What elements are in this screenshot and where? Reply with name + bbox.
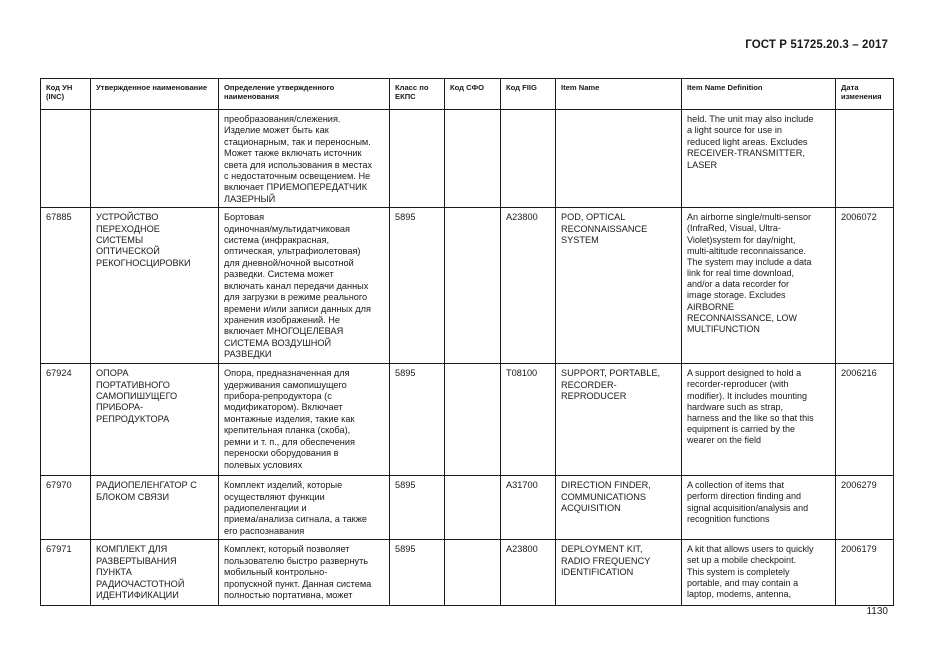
- approved-name-cell: КОМПЛЕКТ ДЛЯ РАЗВЕРТЫВАНИЯ ПУНКТА РАДИОЧАСТОТНОЙ ИДЕНТИФИКАЦИИ: [91, 540, 219, 606]
- definition-en-cell: held. The unit may also include a light source for use in reduced light areas. Excludes RECEIVER-TRANSMITTER, LASER: [682, 110, 836, 208]
- fiig-cell: A31700: [501, 476, 556, 540]
- header-item-name: Item Name: [556, 79, 682, 110]
- item-name-cell: DIRECTION FINDER, COMMUNICATIONS ACQUISITION: [556, 476, 682, 540]
- header-fiig-code: Код FIIG: [501, 79, 556, 110]
- date-cell: [836, 110, 894, 208]
- table-row: [41, 540, 894, 606]
- inc-cell: 67924: [41, 364, 91, 476]
- date-cell: 2006072: [836, 208, 894, 364]
- definition-ru-cell: Комплект изделий, которые осуществляют функции радиопеленгации и приема/анализа сигнала, а также его распознавания: [219, 476, 390, 540]
- fiig-cell: [501, 110, 556, 208]
- table-header-row: [41, 79, 894, 110]
- header-ekps-class: Класс по ЕКПС: [390, 79, 445, 110]
- approved-name-cell: [91, 110, 219, 208]
- document-standard-header: ГОСТ Р 51725.20.3 – 2017: [745, 39, 888, 51]
- header-change-date: Дата изменения: [836, 79, 894, 110]
- inc-cell: [41, 110, 91, 208]
- definition-en-cell: An airborne single/multi-sensor (InfraRed, Visual, Ultra- Violet)system for day/night, multi-altitude reconnaissance. The system may include a data link for real time download, and/or a data recorder for image storage. Excludes AIRBORNE RECONNAISSANCE, LOW MULTIFUNCTION: [682, 208, 836, 364]
- definition-ru-cell: преобразования/слежения. Изделие может быть как стационарным, так и переносным. Может также включать источник света для использования в местах с недостаточным освещением. Не включает ПРИЕМОПЕРЕДАТЧИК ЛАЗЕРНЫЙ: [219, 110, 390, 208]
- fiig-cell: A23800: [501, 208, 556, 364]
- inc-cell: 67971: [41, 540, 91, 606]
- item-name-cell: SUPPORT, PORTABLE, RECORDER- REPRODUCER: [556, 364, 682, 476]
- table-row: [41, 476, 894, 540]
- approved-name-cell: РАДИОПЕЛЕНГАТОР С БЛОКОМ СВЯЗИ: [91, 476, 219, 540]
- definition-ru-cell: Комплект, который позволяет пользователю быстро развернуть мобильный контрольно- пропускной пункт. Данная система полностью портативна, может: [219, 540, 390, 606]
- sfo-cell: [445, 540, 501, 606]
- item-name-cell: DEPLOYMENT KIT, RADIO FREQUENCY IDENTIFICATION: [556, 540, 682, 606]
- approved-name-cell: УСТРОЙСТВО ПЕРЕХОДНОЕ СИСТЕМЫ ОПТИЧЕСКОЙ РЕКОГНОСЦИРОВКИ: [91, 208, 219, 364]
- header-approved-name: Утвержденное наименование: [91, 79, 219, 110]
- ekps-cell: 5895: [390, 476, 445, 540]
- table-row: [41, 110, 894, 208]
- sfo-cell: [445, 208, 501, 364]
- date-cell: 2006279: [836, 476, 894, 540]
- date-cell: 2006179: [836, 540, 894, 606]
- header-item-name-definition: Item Name Definition: [682, 79, 836, 110]
- definition-en-cell: A kit that allows users to quickly set up a mobile checkpoint. This system is completely portable, and may contain a laptop, modems, antenna,: [682, 540, 836, 606]
- definition-ru-cell: Бортовая одиночная/мультидатчиковая система (инфракрасная, оптическая, ультрафиолетовая) для дневной/ночной высотной разведки. Система может включать канал передачи данных для загрузки в режиме реального времени и/или записи данных для хранения изображений. Не включает МНОГОЦЕЛЕВАЯ СИСТЕМА ВОЗДУШНОЙ РАЗВЕДКИ: [219, 208, 390, 364]
- date-cell: 2006216: [836, 364, 894, 476]
- sfo-cell: [445, 110, 501, 208]
- inc-cell: 67970: [41, 476, 91, 540]
- header-sfo-code: Код СФО: [445, 79, 501, 110]
- ekps-cell: [390, 110, 445, 208]
- catalog-table: [40, 78, 894, 606]
- sfo-cell: [445, 476, 501, 540]
- fiig-cell: A23800: [501, 540, 556, 606]
- inc-cell: 67885: [41, 208, 91, 364]
- definition-en-cell: A support designed to hold a recorder-reproducer (with modifier). It includes mounting hardware such as strap, harness and the like so that this equipment is carried by the wearer on the field: [682, 364, 836, 476]
- sfo-cell: [445, 364, 501, 476]
- approved-name-cell: ОПОРА ПОРТАТИВНОГО САМОПИШУЩЕГО ПРИБОРА- РЕПРОДУКТОРА: [91, 364, 219, 476]
- table-row: [41, 364, 894, 476]
- definition-ru-cell: Опора, предназначенная для удерживания самопишущего прибора-репродуктора (с модификатором). Включает монтажные изделия, такие как крепительная планка (скоба), ремни и т. п., для обеспечения переноски оборудования в полевых условиях: [219, 364, 390, 476]
- item-name-cell: [556, 110, 682, 208]
- fiig-cell: T08100: [501, 364, 556, 476]
- ekps-cell: 5895: [390, 364, 445, 476]
- definition-en-cell: A collection of items that perform direction finding and signal acquisition/analysis and recognition functions: [682, 476, 836, 540]
- ekps-cell: 5895: [390, 208, 445, 364]
- table-row: [41, 208, 894, 364]
- item-name-cell: POD, OPTICAL RECONNAISSANCE SYSTEM: [556, 208, 682, 364]
- header-inc: Код УН (INC): [41, 79, 91, 110]
- ekps-cell: 5895: [390, 540, 445, 606]
- header-approved-name-definition: Определение утвержденного наименования: [219, 79, 390, 110]
- page-number: 1130: [866, 606, 888, 617]
